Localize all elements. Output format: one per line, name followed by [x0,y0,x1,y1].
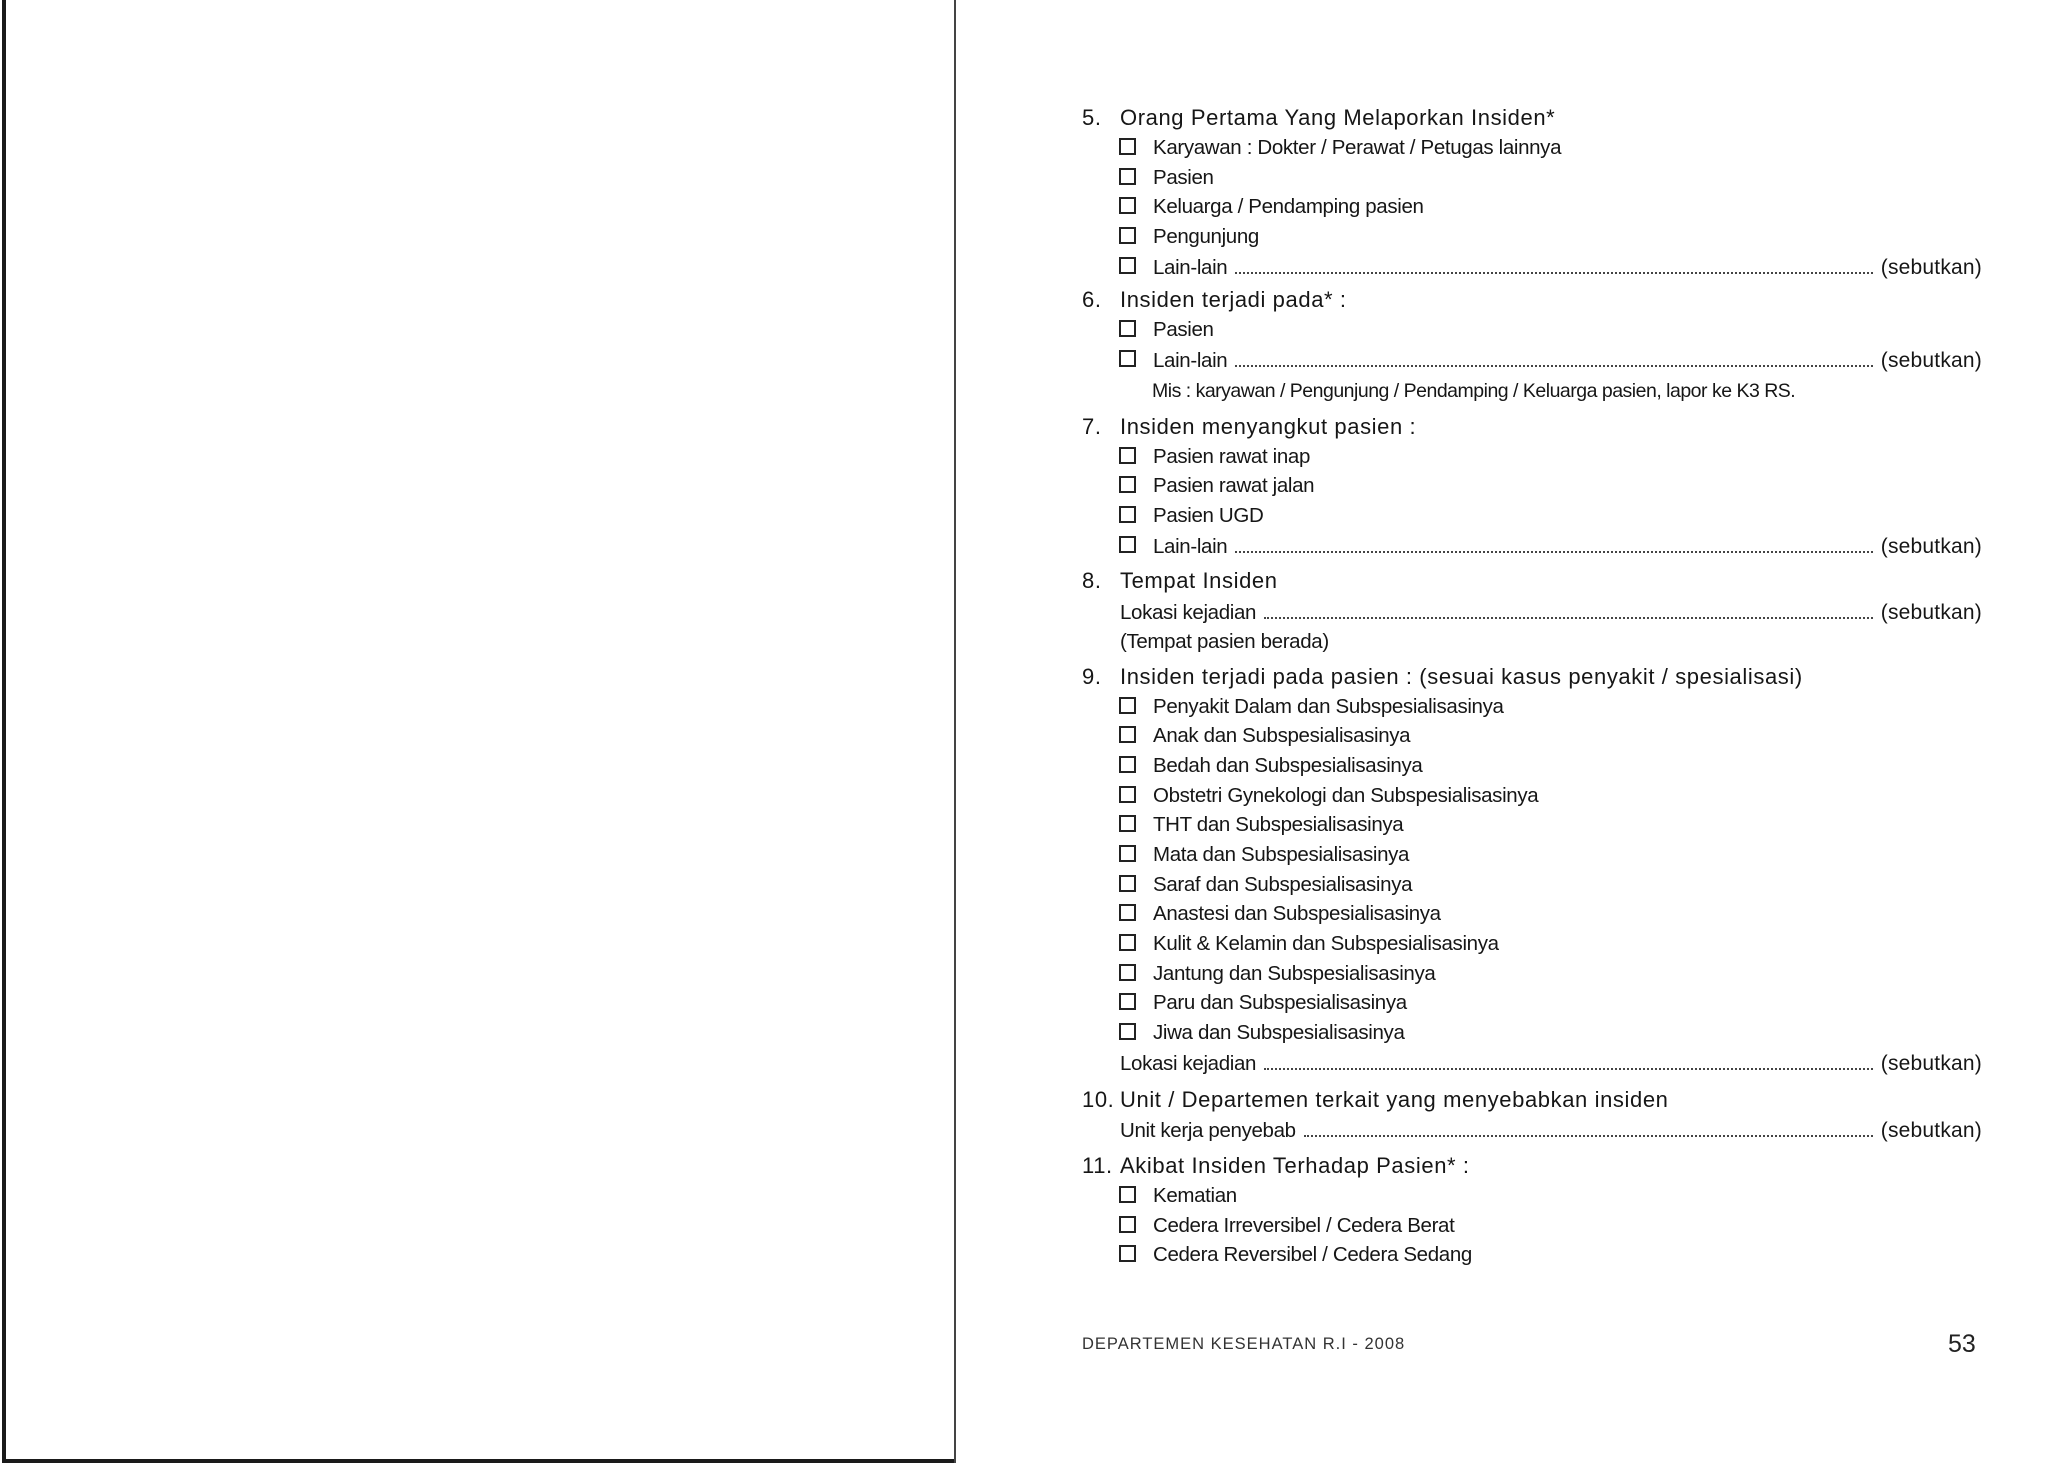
field-label: Unit kerja penyebab [1120,1119,1296,1142]
question-title: Unit / Departemen terkait yang menyebabkan insiden [1120,1087,1669,1112]
checkbox[interactable] [1119,536,1136,553]
question-6-heading [1082,285,1982,315]
checkbox[interactable] [1119,845,1136,862]
q5-option-karyawan[interactable] [1082,133,1982,163]
option-label: Pasien rawat jalan [1153,474,1315,497]
fill-in-hint: (sebutkan) [1880,349,1982,372]
q6-note: Mis : karyawan / Pengunjung / Pendamping / Keluarga pasien, lapor ke K3 RS. [1152,380,1796,402]
fill-in-line[interactable] [1264,597,1873,619]
q6-option-lain-lain[interactable] [1082,345,1982,375]
q6-option-pasien[interactable] [1082,315,1982,345]
field-label: Lokasi kejadian [1120,1052,1257,1075]
q7-option-rawat-jalan[interactable] [1082,471,1982,501]
option-label: Karyawan : Dokter / Perawat / Petugas lainnya [1153,136,1562,159]
q10-unit-field[interactable] [1082,1115,1982,1145]
checkbox[interactable] [1119,447,1136,464]
option-label: Anastesi dan Subspesialisasinya [1153,902,1441,925]
checkbox[interactable] [1119,257,1136,274]
option-label: Pasien rawat inap [1153,445,1311,468]
checkbox[interactable] [1119,168,1136,185]
fill-in-line[interactable] [1235,345,1872,367]
checkbox[interactable] [1119,320,1136,337]
option-label: Penyakit Dalam dan Subspesialisasinya [1153,695,1504,718]
q9-option-bedah[interactable] [1082,751,1982,781]
page-edge-bottom [2,1459,955,1463]
fill-in-line[interactable] [1235,531,1872,553]
checkbox[interactable] [1119,875,1136,892]
option-label: Lain-lain [1153,256,1228,279]
question-title: Tempat Insiden [1120,568,1278,593]
question-7-heading [1082,412,1982,442]
footer-publisher: DEPARTEMEN KESEHATAN R.I - 2008 [1082,1335,1406,1353]
option-label: Pasien [1153,318,1214,341]
q11-option-cedera-berat[interactable] [1082,1211,1982,1241]
option-label: Cedera Reversibel / Cedera Sedang [1153,1243,1472,1266]
option-label: Jantung dan Subspesialisasinya [1153,962,1436,985]
option-label: Saraf dan Subspesialisasinya [1153,873,1413,896]
checkbox[interactable] [1119,815,1136,832]
q5-option-keluarga[interactable] [1082,192,1982,222]
question-number: 5. [1082,105,1102,130]
checkbox[interactable] [1119,350,1136,367]
option-label: Pasien [1153,166,1214,189]
q11-option-cedera-sedang[interactable] [1082,1240,1982,1270]
q9-location-field[interactable] [1082,1048,1982,1078]
option-label: Obstetri Gynekologi dan Subspesialisasinya [1153,784,1539,807]
page-fold-line [954,0,956,1463]
question-title: Insiden terjadi pada pasien : (sesuai kasus penyakit / spesialisasi) [1120,664,1803,689]
form-content [1082,0,1982,1449]
option-label: Pasien UGD [1153,504,1264,527]
q5-option-pengunjung[interactable] [1082,222,1982,252]
question-9-heading [1082,662,1982,692]
page-number: 53 [1948,1330,1976,1358]
q8-location-field[interactable] [1082,597,1982,627]
checkbox[interactable] [1119,1245,1136,1262]
fill-in-hint: (sebutkan) [1880,601,1982,624]
question-title: Insiden menyangkut pasien : [1120,414,1417,439]
q9-option-jantung[interactable] [1082,959,1982,989]
question-title: Akibat Insiden Terhadap Pasien* : [1120,1153,1470,1178]
q5-option-lain-lain[interactable] [1082,252,1982,282]
fill-in-line[interactable] [1264,1048,1873,1070]
option-label: Lain-lain [1153,535,1228,558]
question-11-heading [1082,1151,1982,1181]
fill-in-hint: (sebutkan) [1880,1119,1982,1142]
q9-option-obstetri[interactable] [1082,781,1982,811]
checkbox[interactable] [1119,904,1136,921]
fill-in-line[interactable] [1304,1115,1873,1137]
checkbox[interactable] [1119,476,1136,493]
q9-option-kulit-kelamin[interactable] [1082,929,1982,959]
checkbox[interactable] [1119,1186,1136,1203]
page-edge-left [2,0,6,1463]
question-title: Insiden terjadi pada* : [1120,287,1347,312]
question-title: Orang Pertama Yang Melaporkan Insiden* [1120,105,1556,130]
option-label: Mata dan Subspesialisasinya [1153,843,1410,866]
option-label: Pengunjung [1153,225,1259,248]
checkbox[interactable] [1119,964,1136,981]
question-number: 8. [1082,568,1102,593]
question-5-heading [1082,103,1982,133]
q9-option-tht[interactable] [1082,810,1982,840]
checkbox[interactable] [1119,1023,1136,1040]
option-label: Bedah dan Subspesialisasinya [1153,754,1423,777]
field-label: Lokasi kejadian [1120,601,1257,624]
checkbox[interactable] [1119,934,1136,951]
option-label: Paru dan Subspesialisasinya [1153,991,1407,1014]
option-label: THT dan Subspesialisasinya [1153,813,1404,836]
q7-option-lain-lain[interactable] [1082,531,1982,561]
q7-option-rawat-inap[interactable] [1082,442,1982,472]
checkbox[interactable] [1119,993,1136,1010]
checkbox[interactable] [1119,197,1136,214]
q9-option-jiwa[interactable] [1082,1018,1982,1048]
question-number: 7. [1082,414,1102,439]
q8-note: (Tempat pasien berada) [1120,630,1329,653]
option-label: Anak dan Subspesialisasinya [1153,724,1411,747]
option-label: Kematian [1153,1184,1237,1207]
q9-option-mata[interactable] [1082,840,1982,870]
question-number: 6. [1082,287,1102,312]
q5-option-pasien[interactable] [1082,163,1982,193]
q11-option-kematian[interactable] [1082,1181,1982,1211]
q9-option-paru[interactable] [1082,988,1982,1018]
option-label: Cedera Irreversibel / Cedera Berat [1153,1214,1455,1237]
fill-in-line[interactable] [1235,252,1872,274]
checkbox[interactable] [1119,138,1136,155]
q9-option-penyakit-dalam[interactable] [1082,692,1982,722]
left-blank-page [0,0,958,1449]
option-label: Kulit & Kelamin dan Subspesialisasinya [1153,932,1499,955]
q9-option-anastesi[interactable] [1082,899,1982,929]
fill-in-hint: (sebutkan) [1880,256,1982,279]
fill-in-hint: (sebutkan) [1880,1052,1982,1075]
option-label: Lain-lain [1153,349,1228,372]
q9-option-saraf[interactable] [1082,870,1982,900]
question-8-heading [1082,566,1982,596]
q9-option-anak[interactable] [1082,721,1982,751]
checkbox[interactable] [1119,506,1136,523]
checkbox[interactable] [1119,726,1136,743]
question-10-heading [1082,1085,1982,1115]
option-label: Keluarga / Pendamping pasien [1153,195,1424,218]
question-number: 10. [1082,1087,1115,1112]
checkbox[interactable] [1119,1216,1136,1233]
q7-option-ugd[interactable] [1082,501,1982,531]
fill-in-hint: (sebutkan) [1880,535,1982,558]
checkbox[interactable] [1119,786,1136,803]
checkbox[interactable] [1119,227,1136,244]
checkbox[interactable] [1119,697,1136,714]
question-number: 11. [1082,1153,1113,1178]
option-label: Jiwa dan Subspesialisasinya [1153,1021,1405,1044]
checkbox[interactable] [1119,756,1136,773]
question-number: 9. [1082,664,1102,689]
